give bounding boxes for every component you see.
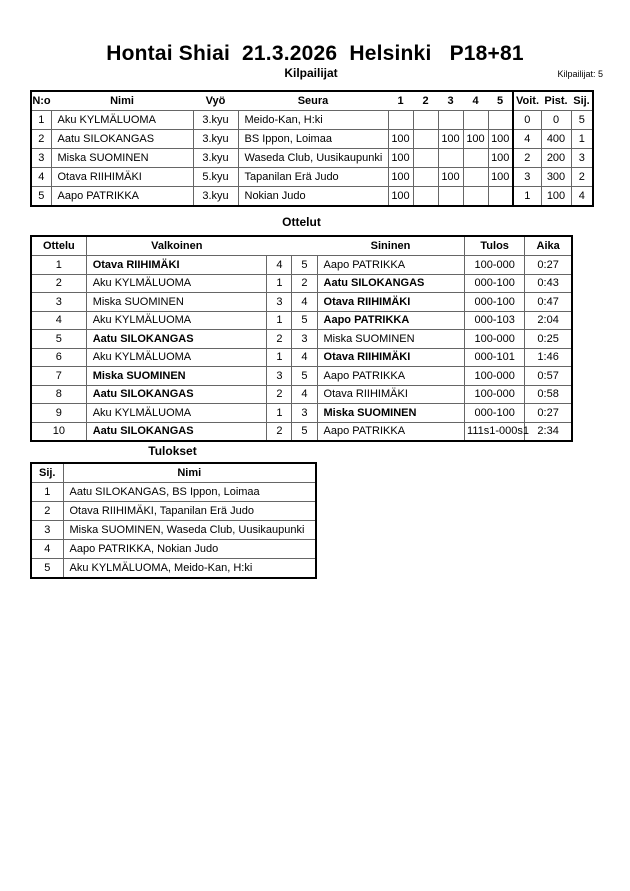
white-no-cell: 3: [267, 293, 292, 312]
score-cell: [413, 149, 438, 168]
pist-cell: 400: [541, 130, 571, 149]
table-row: [31, 483, 316, 502]
score-cell: 100: [488, 168, 513, 187]
table-row: [31, 256, 572, 275]
col-pist: Pist.: [541, 91, 571, 111]
score-cell: [438, 149, 463, 168]
nimi-cell: Aapo PATRIKKA: [51, 187, 193, 207]
aika-cell: 0:27: [525, 404, 572, 423]
no-cell: 3: [31, 149, 51, 168]
col-no: N:o: [31, 91, 51, 111]
white-no-cell: 1: [267, 404, 292, 423]
score-cell: [438, 111, 463, 130]
white-name-cell: Otava RIIHIMÄKI: [86, 256, 267, 275]
blue-no-cell: 5: [292, 422, 317, 441]
table-row: [31, 521, 316, 540]
tulos-cell: 000-103: [465, 311, 525, 330]
aika-cell: 0:43: [525, 274, 572, 293]
aika-cell: 1:46: [525, 348, 572, 367]
blue-no-cell: 3: [292, 404, 317, 423]
score-cell: 100: [438, 130, 463, 149]
sij-cell: 1: [31, 483, 63, 502]
white-name-cell: Aatu SILOKANGAS: [86, 385, 267, 404]
score-cell: 100: [488, 149, 513, 168]
score-cell: 100: [388, 168, 413, 187]
col-tulos: Tulos: [465, 236, 525, 256]
white-name-cell: Aatu SILOKANGAS: [86, 422, 267, 441]
table-row: [31, 149, 593, 168]
score-cell: [463, 187, 488, 207]
score-cell: [388, 111, 413, 130]
score-cell: [463, 149, 488, 168]
table-row: [31, 274, 572, 293]
score-cell: 100: [438, 168, 463, 187]
vyo-cell: 3.kyu: [193, 111, 238, 130]
match-no-cell: 5: [31, 330, 86, 349]
tulos-cell: 100-000: [465, 385, 525, 404]
nimi-cell: Aku KYLMÄLUOMA: [51, 111, 193, 130]
col-nimi: Nimi: [51, 91, 193, 111]
col-nimi: Nimi: [63, 463, 316, 483]
no-cell: 5: [31, 187, 51, 207]
match-no-cell: 4: [31, 311, 86, 330]
page-title: Hontai Shiai 21.3.2026 Helsinki P18+81: [106, 42, 524, 65]
tulos-cell: 000-100: [465, 404, 525, 423]
aika-cell: 0:27: [525, 256, 572, 275]
kilpailijat-table: [30, 90, 594, 207]
voit-cell: 1: [513, 187, 541, 207]
col-3: 3: [438, 91, 463, 111]
score-cell: 100: [388, 149, 413, 168]
white-name-cell: Aku KYLMÄLUOMA: [86, 348, 267, 367]
sij-cell: 5: [31, 559, 63, 579]
white-no-cell: 1: [267, 348, 292, 367]
seura-cell: BS Ippon, Loimaa: [238, 130, 388, 149]
header-row: [31, 236, 572, 256]
header-row: [31, 463, 316, 483]
score-cell: [413, 130, 438, 149]
blue-name-cell: Aapo PATRIKKA: [317, 311, 465, 330]
pist-cell: 100: [541, 187, 571, 207]
col-ottelu: Ottelu: [31, 236, 86, 256]
sij-cell: 2: [31, 502, 63, 521]
nimi-cell: Aku KYLMÄLUOMA, Meido-Kan, H:ki: [63, 559, 316, 579]
white-name-cell: Aku KYLMÄLUOMA: [86, 311, 267, 330]
seura-cell: Meido-Kan, H:ki: [238, 111, 388, 130]
vyo-cell: 5.kyu: [193, 168, 238, 187]
score-cell: [413, 168, 438, 187]
blue-no-cell: 5: [292, 256, 317, 275]
aika-cell: 0:57: [525, 367, 572, 386]
ottelut-table: [30, 235, 573, 442]
white-no-cell: 4: [267, 256, 292, 275]
sij-cell: 1: [571, 130, 593, 149]
voit-cell: 4: [513, 130, 541, 149]
score-cell: 100: [388, 187, 413, 207]
blue-no-cell: 4: [292, 385, 317, 404]
aika-cell: 0:25: [525, 330, 572, 349]
table-row: [31, 187, 593, 207]
match-no-cell: 2: [31, 274, 86, 293]
table-row: [31, 404, 572, 423]
table-row: [31, 348, 572, 367]
score-cell: [463, 168, 488, 187]
competitor-count-label: Kilpailijat: 5: [557, 69, 603, 79]
col-valkoinen: Valkoinen: [86, 236, 267, 256]
sij-cell: 3: [571, 149, 593, 168]
tulokset-table: [30, 462, 317, 579]
blue-no-cell: 4: [292, 348, 317, 367]
col-sininen: Sininen: [317, 236, 465, 256]
blue-name-cell: Miska SUOMINEN: [317, 330, 465, 349]
voit-cell: 2: [513, 149, 541, 168]
match-no-cell: 6: [31, 348, 86, 367]
match-no-cell: 8: [31, 385, 86, 404]
score-cell: 100: [463, 130, 488, 149]
col-aika: Aika: [525, 236, 572, 256]
table-row: [31, 311, 572, 330]
vyo-cell: 3.kyu: [193, 187, 238, 207]
col-sij: Sij.: [571, 91, 593, 111]
white-no-cell: 2: [267, 330, 292, 349]
blue-name-cell: Aapo PATRIKKA: [317, 256, 465, 275]
blue-no-cell: 2: [292, 274, 317, 293]
nimi-cell: Aatu SILOKANGAS: [51, 130, 193, 149]
table-row: [31, 422, 572, 441]
sij-cell: 5: [571, 111, 593, 130]
white-name-cell: Miska SUOMINEN: [86, 293, 267, 312]
blue-no-cell: 5: [292, 367, 317, 386]
seura-cell: Nokian Judo: [238, 187, 388, 207]
header-row: [31, 91, 593, 111]
tulos-cell: 000-100: [465, 293, 525, 312]
col-4: 4: [463, 91, 488, 111]
score-cell: 100: [388, 130, 413, 149]
match-no-cell: 3: [31, 293, 86, 312]
col-numbers: [267, 236, 317, 256]
col-voit: Voit.: [513, 91, 541, 111]
blue-name-cell: Aapo PATRIKKA: [317, 422, 465, 441]
table-row: [31, 502, 316, 521]
col-2: 2: [413, 91, 438, 111]
blue-name-cell: Otava RIIHIMÄKI: [317, 293, 465, 312]
nimi-cell: Aapo PATRIKKA, Nokian Judo: [63, 540, 316, 559]
score-cell: [413, 111, 438, 130]
score-cell: [463, 111, 488, 130]
table-row: [31, 293, 572, 312]
tulos-cell: 000-101: [465, 348, 525, 367]
white-no-cell: 2: [267, 385, 292, 404]
white-no-cell: 3: [267, 367, 292, 386]
col-5: 5: [488, 91, 513, 111]
score-cell: [413, 187, 438, 207]
ottelut-heading: Ottelut: [282, 215, 321, 229]
nimi-cell: Miska SUOMINEN, Waseda Club, Uusikaupunki: [63, 521, 316, 540]
match-no-cell: 10: [31, 422, 86, 441]
score-cell: [488, 187, 513, 207]
table-row: [31, 367, 572, 386]
no-cell: 2: [31, 130, 51, 149]
col-seura: Seura: [238, 91, 388, 111]
no-cell: 1: [31, 111, 51, 130]
table-row: [31, 130, 593, 149]
white-no-cell: 2: [267, 422, 292, 441]
aika-cell: 0:47: [525, 293, 572, 312]
aika-cell: 2:04: [525, 311, 572, 330]
nimi-cell: Otava RIIHIMÄKI, Tapanilan Erä Judo: [63, 502, 316, 521]
blue-name-cell: Otava RIIHIMÄKI: [317, 385, 465, 404]
seura-cell: Waseda Club, Uusikaupunki: [238, 149, 388, 168]
tulos-cell: 100-000: [465, 367, 525, 386]
col-sij: Sij.: [31, 463, 63, 483]
table-row: [31, 111, 593, 130]
table-row: [31, 330, 572, 349]
table-row: [31, 540, 316, 559]
voit-cell: 0: [513, 111, 541, 130]
col-vyo: Vyö: [193, 91, 238, 111]
aika-cell: 2:34: [525, 422, 572, 441]
pist-cell: 200: [541, 149, 571, 168]
blue-name-cell: Otava RIIHIMÄKI: [317, 348, 465, 367]
blue-no-cell: 5: [292, 311, 317, 330]
tulos-cell: 100-000: [465, 330, 525, 349]
blue-name-cell: Miska SUOMINEN: [317, 404, 465, 423]
sij-cell: 4: [31, 540, 63, 559]
blue-no-cell: 4: [292, 293, 317, 312]
blue-name-cell: Aatu SILOKANGAS: [317, 274, 465, 293]
vyo-cell: 3.kyu: [193, 130, 238, 149]
tulos-cell: 100-000: [465, 256, 525, 275]
white-name-cell: Aku KYLMÄLUOMA: [86, 274, 267, 293]
kilpailijat-heading: Kilpailijat: [284, 66, 338, 80]
score-cell: 100: [488, 130, 513, 149]
match-no-cell: 1: [31, 256, 86, 275]
no-cell: 4: [31, 168, 51, 187]
nimi-cell: Miska SUOMINEN: [51, 149, 193, 168]
tulokset-heading: Tulokset: [148, 444, 197, 458]
seura-cell: Tapanilan Erä Judo: [238, 168, 388, 187]
aika-cell: 0:58: [525, 385, 572, 404]
pist-cell: 0: [541, 111, 571, 130]
white-no-cell: 1: [267, 311, 292, 330]
sij-cell: 4: [571, 187, 593, 207]
match-no-cell: 9: [31, 404, 86, 423]
match-no-cell: 7: [31, 367, 86, 386]
vyo-cell: 3.kyu: [193, 149, 238, 168]
nimi-cell: Otava RIIHIMÄKI: [51, 168, 193, 187]
white-no-cell: 1: [267, 274, 292, 293]
voit-cell: 3: [513, 168, 541, 187]
white-name-cell: Aku KYLMÄLUOMA: [86, 404, 267, 423]
blue-name-cell: Aapo PATRIKKA: [317, 367, 465, 386]
sij-cell: 2: [571, 168, 593, 187]
sij-cell: 3: [31, 521, 63, 540]
col-1: 1: [388, 91, 413, 111]
table-row: [31, 559, 316, 579]
table-row: [31, 168, 593, 187]
score-cell: [438, 187, 463, 207]
tulos-cell: 000-100: [465, 274, 525, 293]
white-name-cell: Miska SUOMINEN: [86, 367, 267, 386]
tulos-cell: 111s1-000s1: [465, 422, 525, 441]
table-row: [31, 385, 572, 404]
score-cell: [488, 111, 513, 130]
nimi-cell: Aatu SILOKANGAS, BS Ippon, Loimaa: [63, 483, 316, 502]
pist-cell: 300: [541, 168, 571, 187]
white-name-cell: Aatu SILOKANGAS: [86, 330, 267, 349]
blue-no-cell: 3: [292, 330, 317, 349]
